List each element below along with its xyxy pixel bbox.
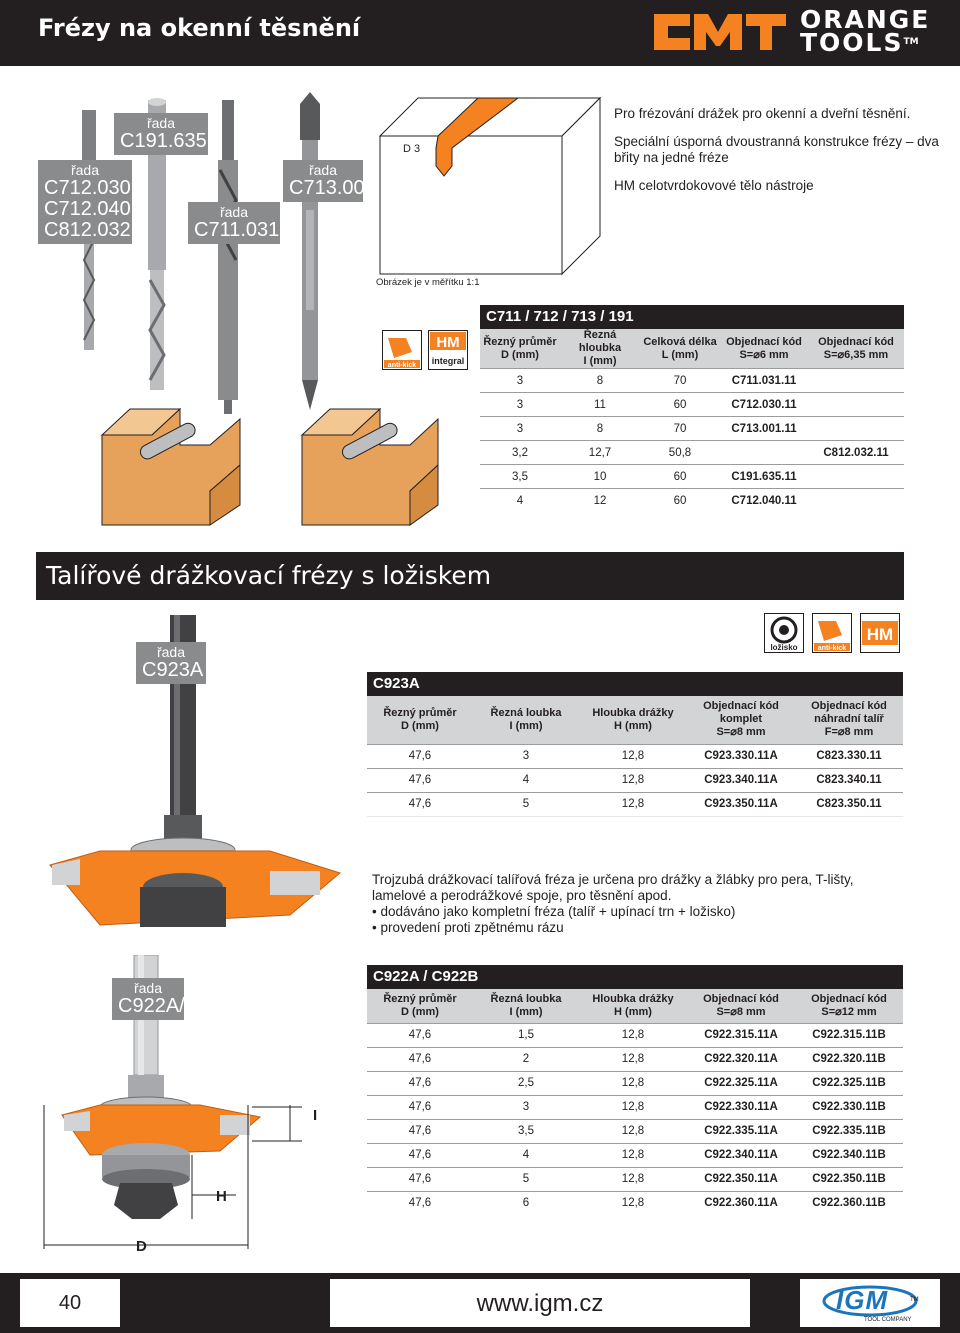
table-cell	[808, 369, 904, 393]
col-header-line: Řezný průměr	[383, 992, 457, 1005]
series-word: řada	[219, 204, 249, 220]
table-cell	[808, 393, 904, 417]
table-row	[367, 1191, 903, 1215]
series-code: C922A/B	[118, 994, 199, 1017]
svg-text:HM: HM	[436, 334, 460, 351]
desc-line: • provedení proti zpětnému rázu	[372, 920, 564, 935]
table-cell: 47,6	[367, 1071, 473, 1095]
table-row	[480, 441, 904, 465]
c923-table	[367, 696, 903, 816]
col-header-line: D (mm)	[401, 1005, 439, 1018]
scale-note: Obrázek je v měřítku 1:1	[376, 277, 480, 288]
series-word: řada	[146, 115, 176, 131]
table-cell: 3	[480, 369, 560, 393]
col-header-line: Řezný průměr	[383, 706, 457, 719]
table-cell: C712.040.11	[720, 489, 808, 513]
table-cell: 12,8	[579, 1095, 687, 1119]
top-table	[480, 329, 904, 513]
section-title: Talířové drážkovací frézy s ložiskem	[36, 552, 904, 600]
page-number: 40	[20, 1279, 120, 1327]
bearing-badge-icon	[764, 613, 804, 653]
table-row	[367, 768, 903, 792]
col-header-line: Objednací kód	[703, 700, 779, 713]
table-row	[367, 1047, 903, 1071]
brand-tm: TM	[903, 37, 919, 47]
table-cell: 3	[480, 393, 560, 417]
series-label-c712	[38, 160, 132, 244]
table-cell: 3	[473, 1095, 579, 1119]
table-cell: 60	[640, 489, 720, 513]
hm-integral-badge-icon	[428, 330, 468, 370]
table-cell: C922.315.11A	[687, 1023, 795, 1047]
col-header-line: F=⌀8 mm	[824, 726, 874, 739]
table-cell: C191.635.11	[720, 465, 808, 489]
col-header-line: I (mm)	[583, 355, 617, 367]
table-cell: C922.315.11B	[795, 1023, 903, 1047]
table-row	[480, 393, 904, 417]
table-cell: C713.001.11	[720, 417, 808, 441]
series-label-c711	[188, 202, 280, 244]
table-row	[367, 1167, 903, 1191]
desc-line: • dodáváno jako kompletní fréza (talíř + upínací trn + ložisko)	[372, 904, 736, 919]
col-header-line: komplet	[719, 713, 763, 726]
table-cell: 50,8	[640, 441, 720, 465]
col-header-line: Řezná hloubka	[578, 329, 622, 354]
table-cell: 4	[473, 768, 579, 792]
cmt-logo-icon	[650, 6, 790, 58]
table-cell: C823.330.11	[795, 744, 903, 768]
col-header-line: H (mm)	[614, 719, 652, 732]
col-header-line: Objednací kód	[818, 335, 894, 348]
c922-table-title: C922A / C922B	[367, 965, 903, 989]
table-cell: 47,6	[367, 1119, 473, 1143]
anti-kick-badge-icon	[812, 613, 852, 653]
table-cell: 12,8	[579, 1167, 687, 1191]
igm-sub: TOOL COMPANY	[864, 1317, 912, 1323]
c923-description	[372, 872, 908, 936]
table-cell: 4	[473, 1143, 579, 1167]
table-cell: 47,6	[367, 1167, 473, 1191]
col-header-line: I (mm)	[509, 719, 543, 732]
table-cell: 3,2	[480, 441, 560, 465]
table-cell: 2,5	[473, 1071, 579, 1095]
table-cell: 12,8	[579, 792, 687, 816]
c922-table	[367, 989, 903, 1215]
table-cell: C922.350.11B	[795, 1167, 903, 1191]
svg-text:ložisko: ložisko	[770, 643, 798, 652]
table-cell: C923.350.11A	[687, 792, 795, 816]
series-code: C713.001	[289, 176, 376, 199]
table-cell: C812.032.11	[808, 441, 904, 465]
table-cell: 5	[473, 1167, 579, 1191]
table-cell: C922.340.11B	[795, 1143, 903, 1167]
col-header-line: náhradní talíř	[814, 713, 884, 726]
col-header-line: S=⌀8 mm	[716, 726, 766, 739]
svg-text:anti-kick: anti-kick	[387, 362, 417, 369]
table-cell: 70	[640, 369, 720, 393]
svg-text:integral: integral	[431, 356, 465, 366]
col-header	[720, 329, 808, 369]
col-header-line: Hloubka drážky	[592, 706, 674, 719]
desc-line: Trojzubá drážkovací talířová fréza je určena pro drážky a žlábky pro pera, T-lišty, lamelové a perodrážkové spoje, pro těsnění apod.	[372, 872, 854, 903]
table-cell: 3	[480, 417, 560, 441]
table-cell: C922.330.11B	[795, 1095, 903, 1119]
table-cell: 12,8	[579, 1071, 687, 1095]
col-header-line: I (mm)	[509, 1005, 543, 1018]
table-cell: 8	[560, 417, 640, 441]
table-cell: 10	[560, 465, 640, 489]
col-header-line: Objednací kód	[811, 992, 887, 1005]
col-header-line: L (mm)	[661, 348, 699, 361]
page-title: Frézy na okenní těsnění	[38, 14, 361, 42]
table-cell: 8	[560, 369, 640, 393]
table-cell: 60	[640, 465, 720, 489]
series-code: C923A	[142, 658, 204, 681]
c923-table-box	[367, 672, 903, 817]
col-header-line: S=⌀12 mm	[821, 1005, 877, 1018]
series-word: řada	[133, 980, 163, 996]
col-header	[579, 696, 687, 744]
col-header-line: D (mm)	[401, 719, 439, 732]
col-header-line: Řezný průměr	[483, 335, 557, 348]
wood-groove-illustration	[100, 405, 440, 527]
table-cell: C922.320.11B	[795, 1047, 903, 1071]
table-row	[367, 1071, 903, 1095]
table-cell: C922.360.11B	[795, 1191, 903, 1215]
col-header-line: S=⌀6,35 mm	[823, 348, 889, 361]
col-header	[473, 696, 579, 744]
table-cell: C922.325.11A	[687, 1071, 795, 1095]
table-cell: 1,5	[473, 1023, 579, 1047]
series-word: řada	[70, 162, 100, 178]
table-cell	[808, 489, 904, 513]
table-row	[480, 369, 904, 393]
table-cell: C922.325.11B	[795, 1071, 903, 1095]
table-cell: 47,6	[367, 1023, 473, 1047]
table-cell: 11	[560, 393, 640, 417]
top-description	[614, 106, 944, 194]
col-header	[579, 989, 687, 1023]
table-cell: C823.340.11	[795, 768, 903, 792]
top-table-body	[480, 369, 904, 513]
table-cell: 12,8	[579, 1047, 687, 1071]
table-cell: 3	[473, 744, 579, 768]
top-table-title: C711 / 712 / 713 / 191	[480, 305, 904, 329]
c923-table-body	[367, 744, 903, 816]
col-header-line: S=⌀6 mm	[739, 348, 789, 361]
table-cell: 47,6	[367, 744, 473, 768]
col-header-line: Objednací kód	[726, 335, 802, 348]
table-cell: 5	[473, 792, 579, 816]
table-cell	[808, 417, 904, 441]
series-word: řada	[308, 162, 338, 178]
table-cell: 12,8	[579, 1119, 687, 1143]
table-cell: 2	[473, 1047, 579, 1071]
table-row	[480, 489, 904, 513]
table-cell: C922.340.11A	[687, 1143, 795, 1167]
series-code: C711.031	[194, 218, 280, 241]
table-cell: C923.330.11A	[687, 744, 795, 768]
igm-logo	[800, 1279, 940, 1327]
table-cell: 3,5	[480, 465, 560, 489]
col-header	[480, 329, 560, 369]
col-header-line: S=⌀8 mm	[716, 1005, 766, 1018]
col-header-line: Objednací kód	[703, 992, 779, 1005]
igm-tm: TM	[910, 1297, 919, 1303]
c923-table-title: C923A	[367, 672, 903, 696]
table-cell: C922.360.11A	[687, 1191, 795, 1215]
table-cell: 12,8	[579, 1143, 687, 1167]
table-cell: C922.320.11A	[687, 1047, 795, 1071]
table-row	[480, 417, 904, 441]
col-header-line: Hloubka drážky	[592, 992, 674, 1005]
series-label-c713	[283, 160, 376, 202]
col-header	[795, 989, 903, 1023]
table-row	[367, 1119, 903, 1143]
table-cell: 47,6	[367, 1191, 473, 1215]
desc-line: HM celotvrdokovové tělo nástroje	[614, 178, 814, 193]
col-header-line: Objednací kód	[811, 700, 887, 713]
desc-line: Speciální úsporná dvoustranná konstrukce frézy – dva břity na jedné fréze	[614, 134, 939, 165]
col-header	[473, 989, 579, 1023]
col-header-line: Celková délka	[643, 335, 717, 348]
table-cell: 47,6	[367, 1143, 473, 1167]
table-cell: 12	[560, 489, 640, 513]
table-cell: 12,8	[579, 1191, 687, 1215]
website-url[interactable]: www.igm.cz	[330, 1279, 750, 1327]
c922-table-box	[367, 965, 903, 1214]
dimension-label-h: H	[216, 1188, 227, 1205]
table-cell	[720, 441, 808, 465]
table-cell: 60	[640, 393, 720, 417]
hm-badge-icon	[860, 613, 900, 653]
col-header-line: H (mm)	[614, 1005, 652, 1018]
table-cell: 47,6	[367, 1047, 473, 1071]
table-row	[480, 465, 904, 489]
top-table-box	[480, 305, 904, 509]
table-cell: 4	[480, 489, 560, 513]
table-cell: C823.350.11	[795, 792, 903, 816]
series-code: C191.635	[120, 129, 207, 152]
table-row	[367, 744, 903, 768]
table-cell: 47,6	[367, 792, 473, 816]
brand-tools-text: TOOLS	[800, 28, 904, 57]
table-cell: 12,8	[579, 744, 687, 768]
table-cell: C922.330.11A	[687, 1095, 795, 1119]
table-cell: 70	[640, 417, 720, 441]
profile-diagram	[378, 86, 602, 276]
table-cell: C711.031.11	[720, 369, 808, 393]
col-header-line: Řezná loubka	[490, 706, 562, 719]
igm-logo-text: IGM	[836, 1285, 889, 1315]
table-cell: C922.335.11A	[687, 1119, 795, 1143]
col-header	[640, 329, 720, 369]
brand-orange: ORANGE	[800, 5, 931, 34]
c922-table-body	[367, 1023, 903, 1215]
col-header	[367, 696, 473, 744]
svg-text:anti-kick: anti-kick	[817, 645, 847, 652]
table-cell: C712.030.11	[720, 393, 808, 417]
table-cell: 3,5	[473, 1119, 579, 1143]
dimension-label-i: I	[313, 1107, 318, 1124]
table-cell: C922.350.11A	[687, 1167, 795, 1191]
table-row	[367, 792, 903, 816]
table-cell: 12,8	[579, 768, 687, 792]
diagram-dimension-label: D 3	[403, 143, 421, 155]
col-header	[560, 329, 640, 369]
series-code: C812.032	[44, 218, 131, 241]
table-row	[367, 1023, 903, 1047]
table-cell: C922.335.11B	[795, 1119, 903, 1143]
brand-tools	[800, 28, 919, 57]
table-cell	[808, 465, 904, 489]
table-row	[367, 1095, 903, 1119]
series-code: C712.040	[44, 197, 131, 220]
series-label-c922	[112, 978, 199, 1020]
svg-text:HM: HM	[866, 625, 894, 644]
col-header	[687, 696, 795, 744]
desc-line: Pro frézování drážek pro okenní a dveřní těsnění.	[614, 106, 911, 121]
series-code: C712.030	[44, 176, 131, 199]
col-header	[687, 989, 795, 1023]
series-label-c923	[136, 642, 206, 684]
table-cell: 12,8	[579, 1023, 687, 1047]
table-cell: 6	[473, 1191, 579, 1215]
col-header	[808, 329, 904, 369]
col-header	[795, 696, 903, 744]
col-header-line: D (mm)	[501, 348, 539, 361]
table-cell: C923.340.11A	[687, 768, 795, 792]
col-header	[367, 989, 473, 1023]
anti-kick-badge-icon	[382, 330, 422, 370]
table-cell: 47,6	[367, 1095, 473, 1119]
table-cell: 12,7	[560, 441, 640, 465]
series-label-c191	[114, 113, 208, 155]
series-word: řada	[156, 644, 186, 660]
col-header-line: Řezná loubka	[490, 992, 562, 1005]
table-row	[367, 1143, 903, 1167]
table-cell: 47,6	[367, 768, 473, 792]
dimension-label-d: D	[136, 1238, 147, 1255]
